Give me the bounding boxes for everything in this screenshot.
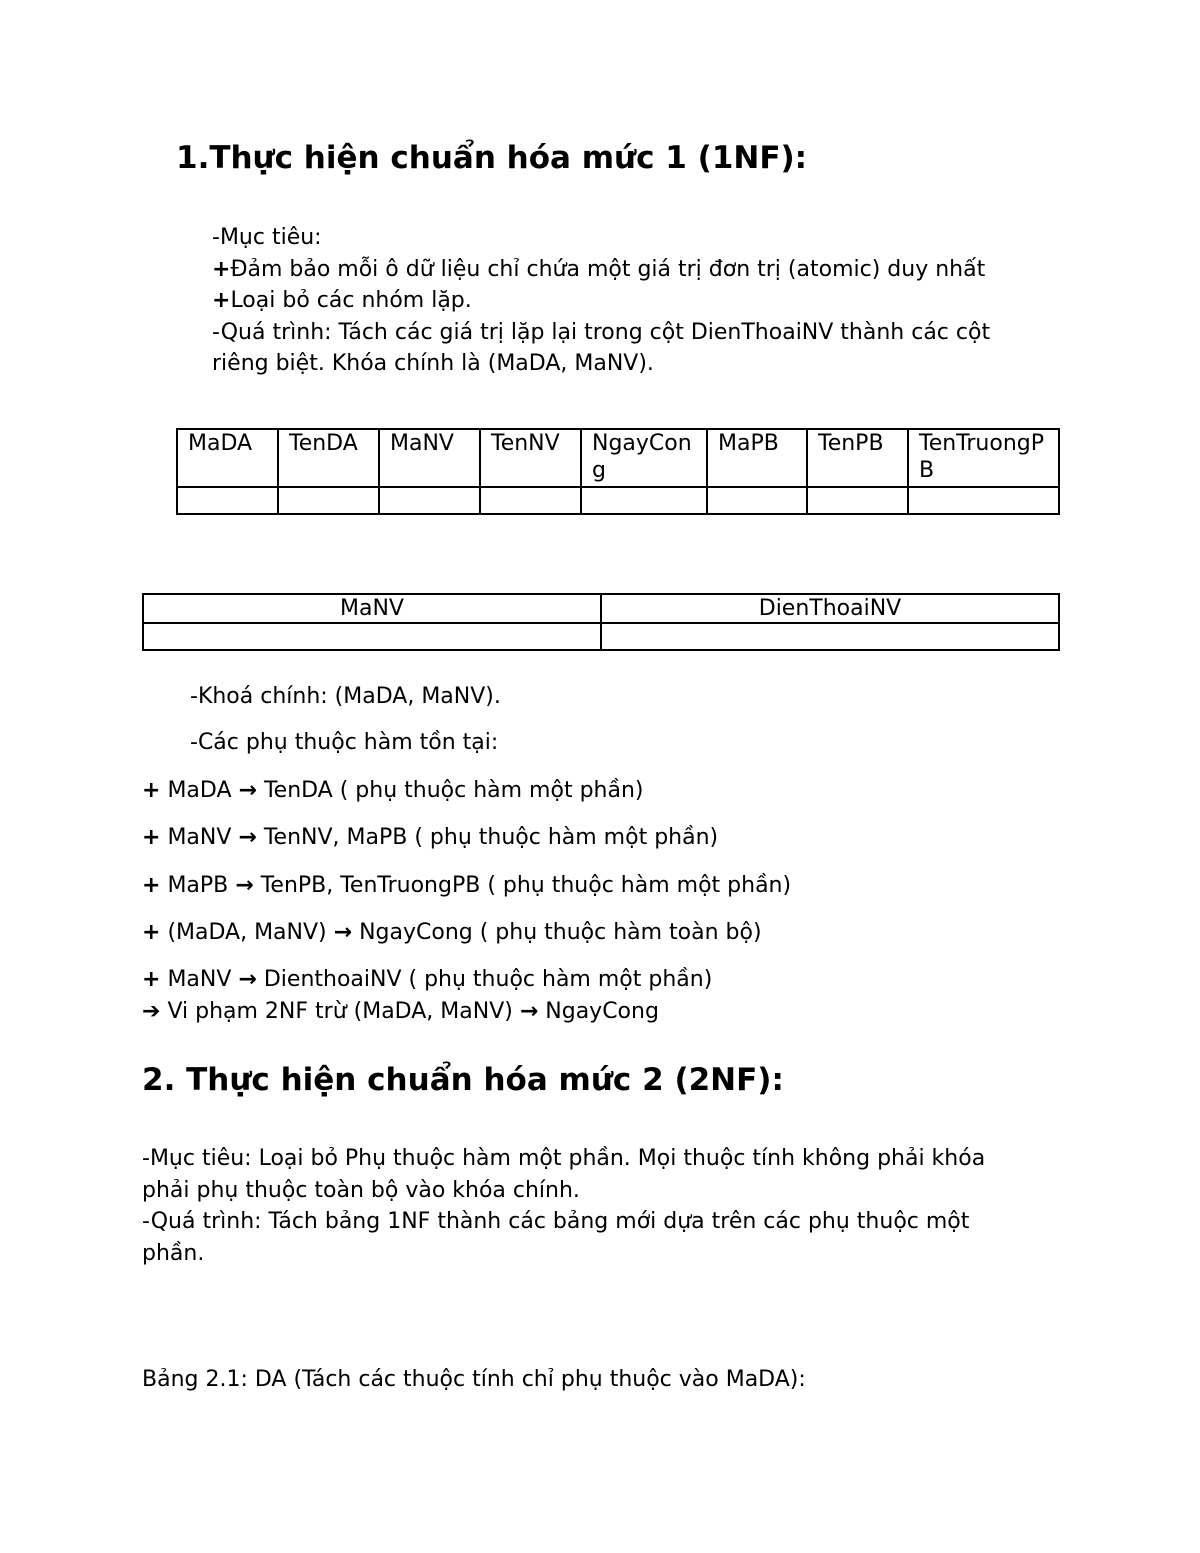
plus-bullet-icon: + <box>212 256 231 282</box>
table-header-cell: NgayCong <box>581 429 707 487</box>
arrow-right-icon: → <box>333 920 353 945</box>
table-cell <box>177 487 278 514</box>
table-cell <box>807 487 908 514</box>
conclusion-line: ➔ Vi phạm 2NF trừ (MaDA, MaNV) → NgayCong <box>142 997 659 1027</box>
table-cell <box>278 487 379 514</box>
plus-bullet-icon: + <box>142 873 161 898</box>
table-header-cell: TenDA <box>278 429 379 487</box>
arrow-right-icon: → <box>238 825 257 850</box>
table-cell <box>143 623 601 650</box>
arrow-right-icon: → <box>235 873 254 898</box>
plus-bullet-icon: + <box>142 920 161 945</box>
plus-bullet-icon: + <box>142 967 161 992</box>
section1-intro <box>212 222 990 380</box>
table-cell <box>601 623 1059 650</box>
section2-heading: 2. Thực hiện chuẩn hóa mức 2 (2NF): <box>142 1062 784 1098</box>
goal-label: -Mục tiêu: <box>212 225 322 250</box>
section2-intro <box>142 1143 985 1269</box>
table-header-cell: MaDA <box>177 429 278 487</box>
plus-bullet-icon: + <box>212 288 231 313</box>
table-caption: Bảng 2.1: DA (Tách các thuộc tính chỉ phụ thuộc vào MaDA): <box>142 1367 806 1392</box>
table-1nf-main <box>176 428 1060 515</box>
dependency-item: + (MaDA, MaNV) → NgayCong ( phụ thuộc hàm toàn bộ) <box>142 918 762 948</box>
table-header-cell: MaPB <box>707 429 807 487</box>
table-row <box>143 623 1059 650</box>
table-header-cell: MaNV <box>143 594 601 623</box>
table-header-cell: TenNV <box>480 429 581 487</box>
arrow-bullet-icon: ➔ <box>142 999 161 1024</box>
table-cell <box>581 487 707 514</box>
arrow-right-icon: → <box>238 778 257 803</box>
goal-line: -Mục tiêu: Loại bỏ Phụ thuộc hàm một phần. Mọi thuộc tính không phải khóa <box>142 1146 986 1171</box>
table-header-cell: TenTruongPB <box>908 429 1059 487</box>
goal-item: +Đảm bảo mỗi ô dữ liệu chỉ chứa một giá trị đơn trị (atomic) duy nhất <box>212 254 990 286</box>
table-header-cell: DienThoaiNV <box>601 594 1059 623</box>
table-cell <box>908 487 1059 514</box>
goal-item: +Loại bỏ các nhóm lặp. <box>212 285 990 317</box>
table-header-cell: MaNV <box>379 429 480 487</box>
dependency-item: + MaPB → TenPB, TenTruongPB ( phụ thuộc hàm một phần) <box>142 871 791 901</box>
arrow-right-icon: → <box>238 967 257 992</box>
section1-heading: 1.Thực hiện chuẩn hóa mức 1 (1NF): <box>176 140 808 176</box>
table-cell <box>480 487 581 514</box>
table-cell <box>707 487 807 514</box>
process-line: phần. <box>142 1240 205 1266</box>
table-cell <box>379 487 480 514</box>
dependency-item: + MaNV → DienthoaiNV ( phụ thuộc hàm một phần) <box>142 965 712 995</box>
table-header-row <box>177 429 1059 487</box>
table-header-row <box>143 594 1059 623</box>
process-line: -Quá trình: Tách các giá trị lặp lại trong cột DienThoaiNV thành các cột <box>212 319 991 345</box>
table-header-cell: TenPB <box>807 429 908 487</box>
arrow-right-icon: → <box>519 999 539 1024</box>
table-1nf-phone <box>142 593 1060 651</box>
table-row <box>177 487 1059 514</box>
process-line: riêng biệt. Khóa chính là (MaDA, MaNV). <box>212 351 654 376</box>
goal-line: phải phụ thuộc toàn bộ vào khóa chính. <box>142 1177 580 1203</box>
dependency-item: + MaDA → TenDA ( phụ thuộc hàm một phần) <box>142 776 644 806</box>
dependency-item: + MaNV → TenNV, MaPB ( phụ thuộc hàm một phần) <box>142 823 718 853</box>
fd-intro-text: -Các phụ thuộc hàm tồn tại: <box>190 730 499 755</box>
plus-bullet-icon: + <box>142 825 161 850</box>
primary-key-text: -Khoá chính: (MaDA, MaNV). <box>190 684 501 709</box>
process-line: -Quá trình: Tách bảng 1NF thành các bảng mới dựa trên các phụ thuộc một <box>142 1209 970 1234</box>
plus-bullet-icon: + <box>142 778 161 803</box>
